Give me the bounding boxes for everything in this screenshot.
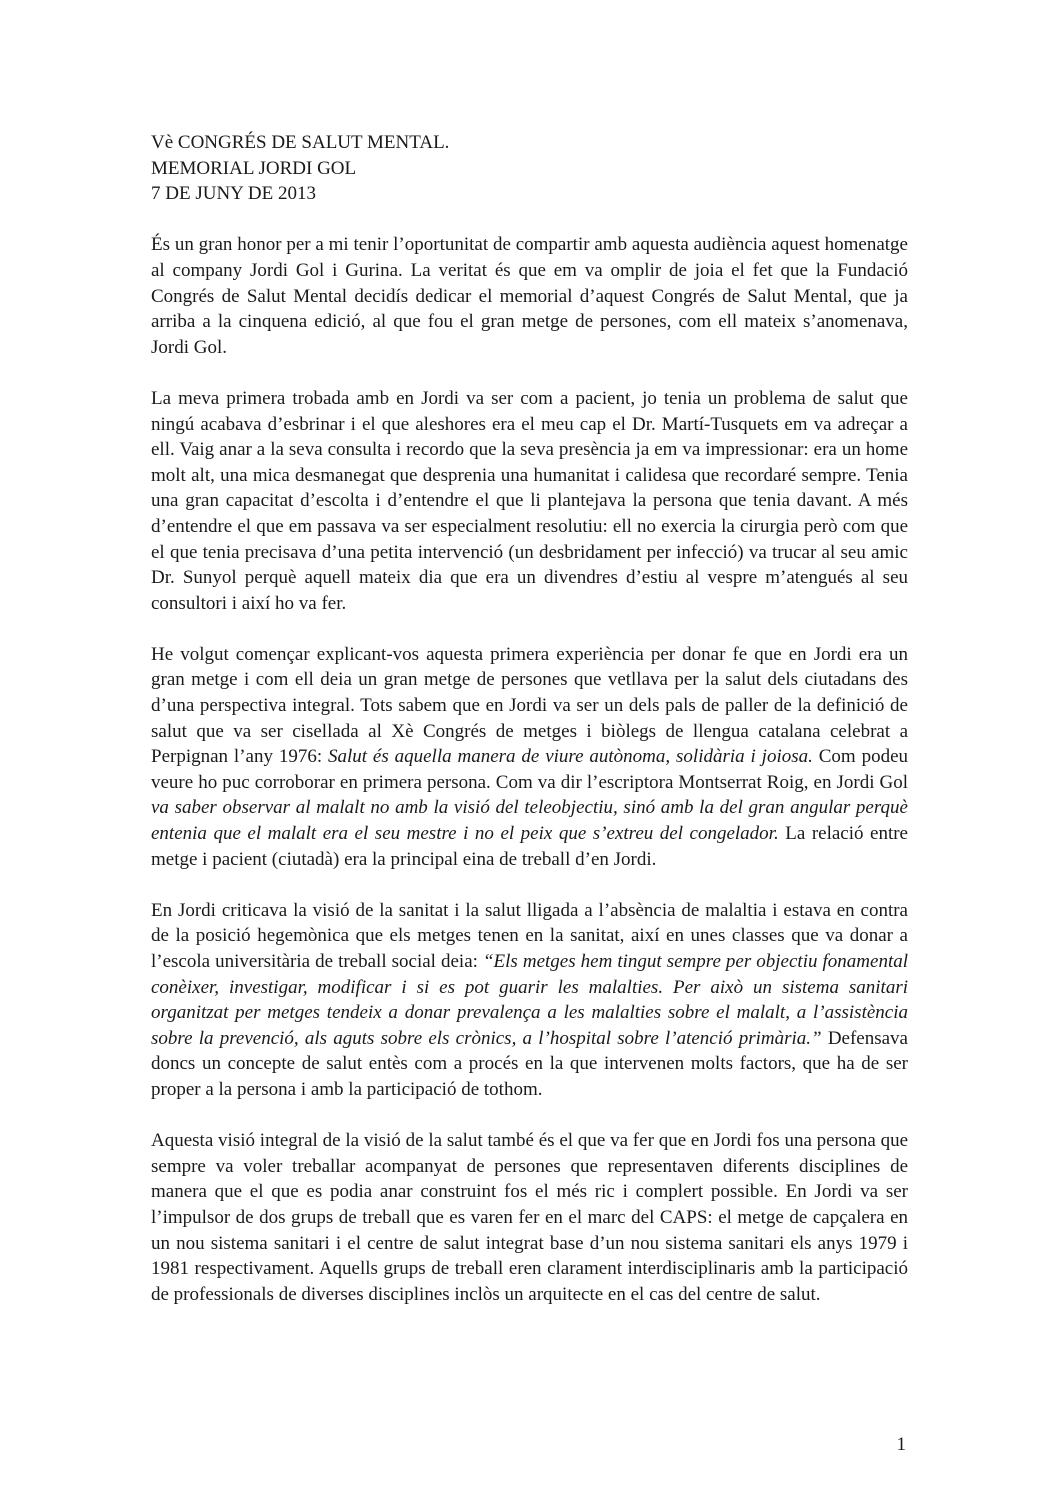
heading-date: 7 DE JUNY DE 2013 — [151, 183, 317, 205]
paragraph-4-doctors-quote: “Els metges hem tingut sempre per objectiu fonamental conèixer, investigar, modificar i si es pot guarir les malalties. Per això un sistema sanitari organitzat per metges tendeix a donar prevalença a les malalties sobre el malalt, a l’assistència sobre la prevenció, als aguts sobre els crònics, a l’hospital sobre l’atenció primària.” — [151, 951, 909, 1049]
paragraph-3-health-definition-quote: Salut és aquella manera de viure autònoma, solidària i joiosa. — [327, 746, 813, 768]
paragraph-4-text-c: Defensava doncs un concepte de salut entès com a procés en la que intervenen molts factors, que ha de ser proper a la persona i amb la participació de tothom. — [151, 1027, 908, 1100]
paragraph-1: És un gran honor per a mi tenir l’oportunitat de compartir amb aquesta audiència aquest homenatge al company Jordi Gol i Gurina. La veritat és que em va omplir de joia el fet que la Fundació Congrés de Salut Mental decidís dedicar el memorial d’aquest Congrés de Salut Mental, que ja arriba a la cinquena edició, al que fou el gran metge de persones, com ell mateix s’anomenava, Jordi Gol. — [151, 234, 908, 358]
paragraph-3-text-a: He volgut començar explicant-vos aquesta primera experiència per donar fe que en Jordi era un gran metge i com ell deia un gran metge de persones que vetllava per la salut dels ciutadans des d’una perspectiva integral. Tots sabem que en Jordi va ser un dels pals de paller de la definició de salut que va ser cisellada al Xè Congrés de metges i biòlegs de llengua catalana celebrat a Perpignan l’any 1976: — [151, 643, 908, 768]
paragraph-2: La meva primera trobada amb en Jordi va ser com a pacient, jo tenia un problema de salut que ningú acabava d’esbrinar i el que aleshores era el meu cap el Dr. Martí-Tusquets em va adreçar a ell. Vaig anar a la seva consulta i recordo que la seva presència ja em va impressionar: era un home molt alt, una mica desmanegat que desprenia una humanitat i calidesa que recordaré sempre. Tenia una gran capacitat d’escolta i d’entendre el que li plantejava la persona que tenia davant. A més d’entendre el que em passava va ser especialment resolutiu: ell no exercia la cirurgia però com que el que tenia precisava d’una petita intervenció (un desbridament per infecció) va trucar al seu amic Dr. Sunyol perquè aquell mateix dia que era un divendres d’estiu al vespre m’atengués al seu consultori i així ho va fer. — [151, 387, 908, 614]
paragraph-5: Aquesta visió integral de la visió de la salut també és el que va fer que en Jordi fos una persona que sempre va voler treballar acompanyat de persones que representaven diferents disciplines de manera que el que es podia anar construint fos el més ric i complert possible. En Jordi va ser l’impulsor de dos grups de treball que es varen fer en el marc del CAPS: el metge de capçalera en un nou sistema sanitari i el centre de salut integrat base d’un nou sistema sanitari els anys 1979 i 1981 respectivament. Aquells grups de treball eren clarament interdisciplinaris amb la participació de professionals de diverses disciplines inclòs un arquitecte en el cas del centre de salut. — [151, 1130, 908, 1305]
heading-congress-title: Vè CONGRÉS DE SALUT MENTAL. — [151, 132, 450, 153]
paragraph-4 — [151, 898, 908, 1103]
paragraph-3-roig-quote: va saber observar al malalt no amb la visió del teleobjectiu, sinó amb la del gran angular perquè entenia que el malalt era el seu mestre i no el peix que s’extreu del congelador. — [151, 797, 908, 845]
paragraph-3-text-e: La relació entre metge i pacient (ciutadà) era la principal eina de treball d’en Jordi. — [151, 823, 908, 870]
page-number: 1 — [896, 1434, 906, 1455]
document-heading — [151, 130, 908, 207]
paragraph-4-text-a: En Jordi criticava la visió de la sanitat i la salut lligada a l’absència de malaltia i estava en contra de la posició hegemònica que els metges tenen en la sanitat, així en unes classes que va donar a l’escola universitària de treball social deia: — [151, 899, 908, 972]
paragraph-3-text-c: Com podeu veure ho puc corroborar en primera persona. Com va dir l’escriptora Montserrat Roig, en Jordi Gol — [151, 746, 909, 793]
heading-memorial-title: MEMORIAL JORDI GOL — [151, 157, 357, 179]
document-body — [151, 130, 908, 1333]
paragraph-3 — [151, 642, 908, 872]
